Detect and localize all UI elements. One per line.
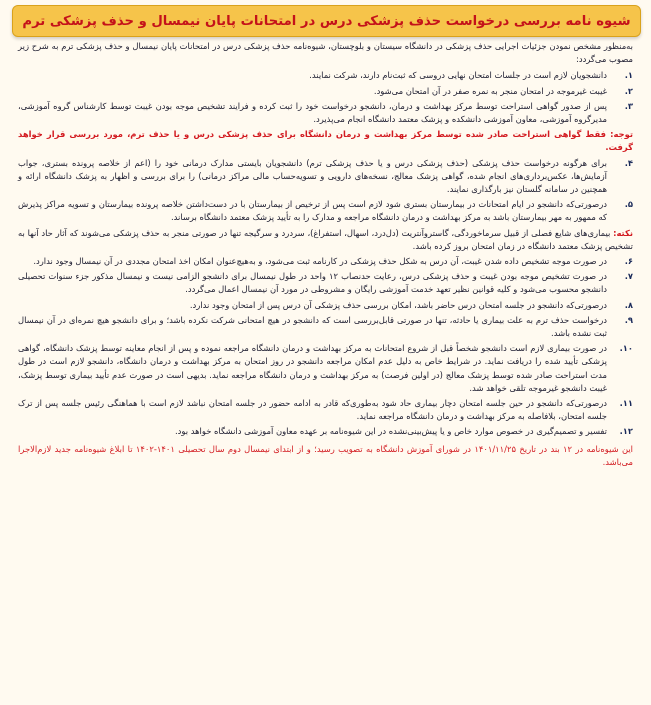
rule-text: در صورت تشخیص موجه بودن غیبت و حذف پزشکی درس، رعایت حدنصاب ۱۲ واحد در طول نیمسال برای دانشجو الزامی نیست و نیمسال مذکور جزء سنوات تحصیلی دانشجو محسوب می‌شود و کلیه قوانین نظیر تعهد خدمت آموزشی رایگان و مشروطی در مورد آن نیمسال اعمال می‌گردد.	[18, 271, 607, 295]
rule-number: ۱۰.	[619, 343, 633, 354]
rule-text: پس از صدور گواهی استراحت توسط مرکز بهداشت و درمان، دانشجو درخواست خود را ثبت کرده و فرایند تشخیص موجه بودن غیبت توسط کارشناس گروه آموزشی، مدیرگروه آموزشی، معاون آموزشی دانشکده و پزشک معتمد دانشگاه انجام می‌پذیرد.	[18, 100, 607, 125]
rule-number: ۹.	[624, 314, 633, 325]
rule-item	[18, 299, 633, 312]
rule-number: ۱۲.	[619, 426, 633, 437]
rule-item	[18, 85, 633, 98]
rules-list-c	[18, 255, 633, 439]
rule-number: ۱.	[624, 70, 633, 81]
rule-number: ۳.	[624, 100, 633, 111]
rule-text: برای هرگونه درخواست حذف پزشکی (حذف پزشکی درس و یا حذف پزشکی ترم) دانشجویان بایستی مدارک درمانی خود را (اعم از خلاصه پرونده بستری، جواب آزمایش‌ها، عکس‌برداری‌های انجام شده، گواهی پزشک معالج، نسخه‌های دارویی و تسویه‌حساب مالی مراکز درمانی) را برای بررسی و اظهار به پزشک دانشگاه ارائه و همچنین در سامانه گلستان نیز بارگذاری نمایند.	[18, 157, 607, 195]
rule-text: درصورتی‌که دانشجو در ایام امتحانات در بیمارستان بستری شود لازم است پس از ترخیص از بیمارستان با در دست‌داشتن خلاصه پرونده بیمارستان و تسویه مراکز پذیرش که ممهور به مهر بیمارستان باشد به مرکز بهداشت و درمان دانشگاه مراجعه و مدارک را به تأیید پزشک معتمد دانشگاه برساند.	[18, 199, 607, 223]
rule-item	[18, 397, 633, 423]
rule-number: ۲.	[624, 85, 633, 96]
rule-item	[18, 157, 633, 197]
rules-list-b	[18, 157, 633, 225]
note-label: نکته:	[613, 227, 633, 238]
note-text: بیماری‌های شایع فصلی از قبیل سرماخوردگی، گاستروآنتریت (دل‌درد، اسهال، استفراغ)، سردرد و سرگیجه تنها در صورتی منجر به حذف پزشکی می‌شوند که آثار حاد آنها به تشخیص پزشک معتمد دانشگاه در زمان امتحان بروز کرده باشد.	[18, 227, 633, 251]
title-banner	[12, 5, 641, 37]
rule-number: ۸.	[624, 299, 633, 310]
rule-item	[18, 425, 633, 438]
page-title: شیوه نامه بررسی درخواست حذف پزشکی درس در امتحانات پایان نیمسال و حذف پزشکی ترم	[22, 13, 631, 29]
document-body	[18, 40, 633, 703]
rule-number: ۶.	[624, 256, 633, 267]
rule-item	[18, 100, 633, 126]
rule-text: در صورت بیماری لازم است دانشجو شخصاً قبل از شروع امتحانات به مرکز بهداشت و درمان دانشگاه مراجعه نموده و پس از انجام معاینه توسط پزشک دانشگاه، گواهی پزشکی تأیید شده را دریافت نماید. در شرایط خاص به دلیل عدم امکان مراجعه دانشجو در روز امتحان به مرکز بهداشت و درمان دانشگاه، دانشجو لازم است در طول مدت استراحت صادر شده توسط پزشک معالج (در اولین فرصت) به مرکز بهداشت و درمان دانشگاه مراجعه نماید. بدیهی است در صورت عدم تأیید بیماری توسط پزشک، غیبت دانشجو غیرموجه تلقی خواهد شد.	[18, 343, 607, 393]
footer-approval: این شیوه‌نامه در ۱۲ بند در تاریخ ۱۴۰۱/۱۱/۲۵ در شورای آموزش دانشگاه به تصویب رسید؛ و از ابتدای نیمسال دوم سال تحصیلی ۱۴۰۱-۱۴۰۲ تا ابلاغ شیوه‌نامه جدید لازم‌الاجرا می‌باشد.	[18, 443, 633, 467]
red-note: توجه: فقط گواهی استراحت صادر شده توسط مرکز بهداشت و درمان دانشگاه برای حذف پزشکی درس و یا حذف ترم، مورد بررسی قرار خواهد گرفت.	[18, 129, 633, 153]
rule-item	[18, 270, 633, 296]
rule-item	[18, 342, 633, 395]
rule-text: غیبت غیرموجه در امتحان منجر به نمره صفر در آن امتحان می‌شود.	[373, 85, 607, 96]
rule-number: ۴.	[624, 157, 633, 168]
rule-text: درصورتی‌که دانشجو در حین جلسه امتحان دچار بیماری حاد شود به‌طوری‌که قادر به ادامه حضور در جلسه امتحان نباشد لازم است با هماهنگی رئیس جلسه پس از ترک جلسه امتحان، بلافاصله به مرکز بهداشت و درمان دانشگاه مراجعه نماید.	[18, 398, 607, 422]
rules-list-a	[18, 69, 633, 126]
rule-number: ۵.	[624, 199, 633, 210]
rule-text: در صورت موجه تشخیص داده شدن غیبت، آن درس به شکل حذف پزشکی در کارنامه ثبت می‌شود، و به‌هیچ‌عنوان امکان اخذ امتحان مجددی در آن نیمسال وجود ندارد.	[33, 256, 607, 267]
rule-item	[18, 314, 633, 340]
rule-text: درخواست حذف ترم به علت بیماری یا حادثه، تنها در صورتی قابل‌بررسی است که دانشجو در هیچ امتحانی شرکت نکرده باشد؛ و برای دانشجو هیچ نمره‌ای در آن نیمسال ثبت نشده باشد.	[18, 314, 607, 339]
note-paragraph	[18, 227, 633, 253]
rule-item	[18, 69, 633, 82]
rule-number: ۷.	[624, 271, 633, 282]
rule-text: دانشجویان لازم است در جلسات امتحان نهایی دروسی که ثبت‌نام دارند، شرکت نمایند.	[309, 70, 607, 81]
rule-item	[18, 198, 633, 224]
rule-text: درصورتی‌که دانشجو در جلسه امتحان درس حاضر باشد، امکان بررسی حذف پزشکی آن درس پس از امتحان وجود ندارد.	[189, 299, 607, 310]
rule-number: ۱۱.	[619, 398, 633, 409]
rule-text: تفسیر و تصمیم‌گیری در خصوص موارد خاص و یا پیش‌بینی‌نشده در این شیوه‌نامه بر عهده معاون آموزشی دانشگاه خواهد بود.	[175, 426, 607, 437]
intro-paragraph: به‌منظور مشخص نمودن جزئیات اجرایی حذف پزشکی در دانشگاه سیستان و بلوچستان، شیوه‌نامه حذف پزشکی درس در امتحانات پایان نیمسال و حذف پزشکی ترم به شرح زیر مصوب می‌گردد:	[18, 41, 633, 65]
rule-item	[18, 255, 633, 268]
